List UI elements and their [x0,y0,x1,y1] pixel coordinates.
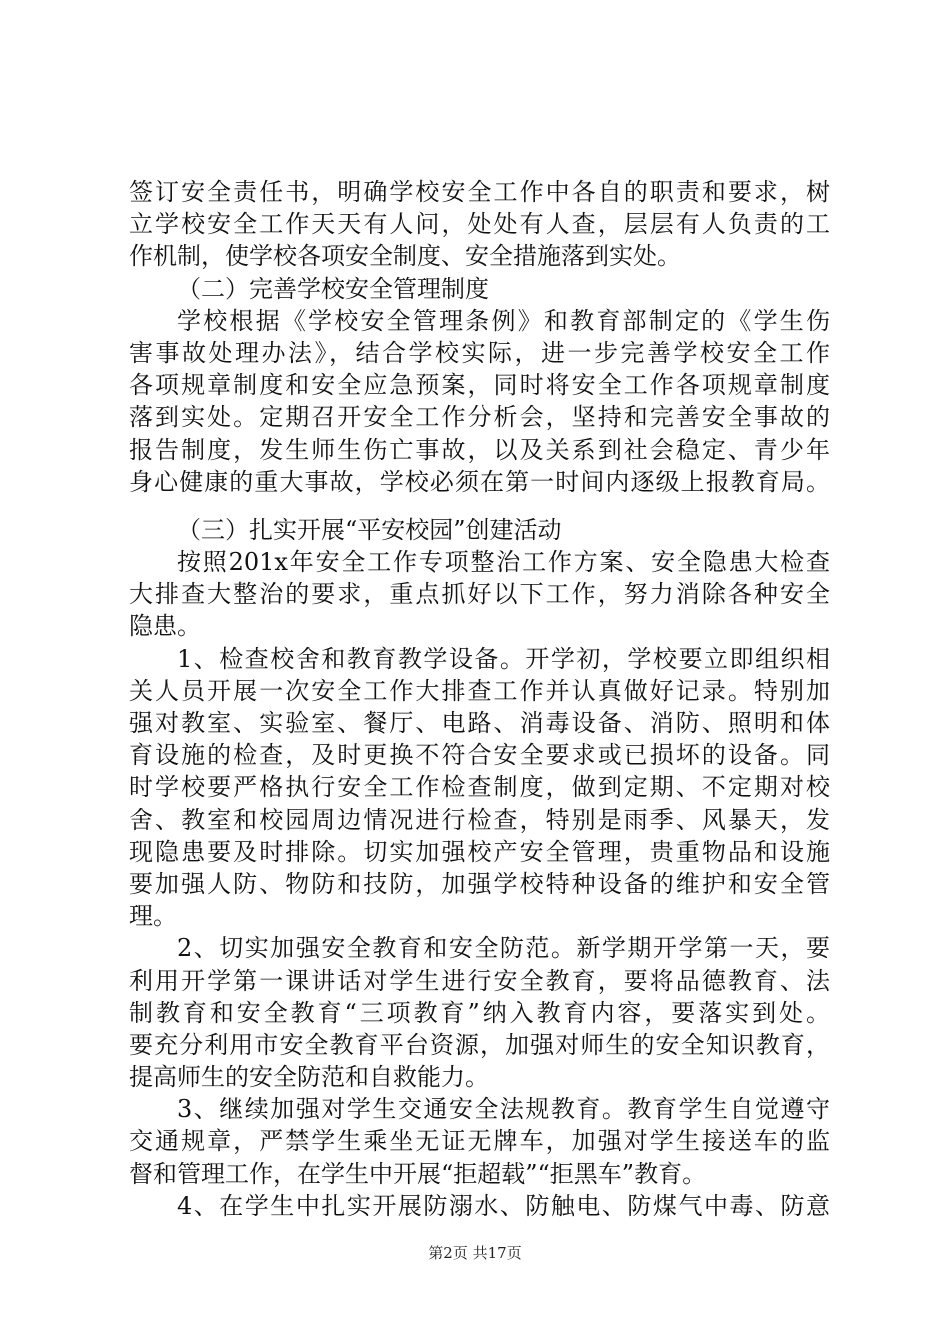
text-line: 育设施的检查，及时更换不符合安全要求或已损坏的设备。同 [129,741,830,770]
text-line: 立学校安全工作天天有人问，处处有人查，层层有人负责的工 [129,210,830,239]
page-indicator: 第2页 共17页 [428,1244,522,1262]
paragraph-rectification [129,546,830,643]
text-line: 按照201x年安全工作专项整治工作方案、安全隐患大检查 [177,548,830,577]
text-line: 1、检查校舍和教育教学设备。开学初，学校要立即组织相 [177,644,830,673]
paragraph-item-2 [129,932,830,1093]
text-line: 利用开学第一课讲话对学生进行安全教育，要将品德教育、法 [129,966,830,995]
paragraph-responsibility [129,176,830,273]
text-line: 要加强人防、物防和技防，加强学校特种设备的维护和安全管 [129,869,830,898]
paragraph-item-1 [129,643,830,933]
text-line: 落到实处。定期召开安全工作分析会，坚持和完善安全事故的 [129,403,830,432]
text-line: 4、在学生中扎实开展防溺水、防触电、防煤气中毒、防意 [177,1191,830,1220]
heading-text: （二）完善学校安全管理制度 [177,274,489,303]
text-line: 要充分利用市安全教育平台资源，加强对师生的安全知识教育， [129,1030,830,1059]
text-line: 作机制，使学校各项安全制度、安全措施落到实处。 [129,242,681,271]
text-line: 学校根据《学校安全管理条例》和教育部制定的《学生伤 [177,306,830,335]
text-line: 提高师生的安全防范和自救能力。 [129,1063,489,1092]
text-line: 现隐患要及时排除。切实加强校产安全管理，贵重物品和设施 [129,837,830,866]
text-line: 大排查大整治的要求，重点抓好以下工作，努力消除各种安全 [129,580,830,609]
paragraph-management-system [129,305,830,498]
text-line: 舍、教室和校园周边情况进行检查，特别是雨季、风暴天，发 [129,805,830,834]
text-line: 时学校要严格执行安全工作检查制度，做到定期、不定期对校 [129,773,830,802]
text-line: 理。 [129,902,177,931]
section-heading-3 [129,514,830,546]
text-line: 各项规章制度和安全应急预案，同时将安全工作各项规章制度 [129,371,830,400]
document-body [129,176,830,1222]
paragraph-item-3 [129,1093,830,1190]
text-line: 害事故处理办法》，结合学校实际，进一步完善学校安全工作 [129,338,830,367]
text-line: 制教育和安全教育“三项教育”纳入教育内容，要落实到处。 [129,998,830,1027]
text-line: 2、切实加强安全教育和安全防范。新学期开学第一天，要 [177,934,830,963]
text-line: 交通规章，严禁学生乘坐无证无牌车，加强对学生接送车的监 [129,1127,830,1156]
text-line: 隐患。 [129,612,201,641]
text-line: 强对教室、实验室、餐厅、电路、消毒设备、消防、照明和体 [129,709,830,737]
text-line: 3、继续加强对学生交通安全法规教育。教育学生自觉遵守 [177,1095,830,1124]
text-line: 签订安全责任书，明确学校安全工作中各自的职责和要求，树 [129,178,830,206]
heading-text: （三）扎实开展“平安校园”创建活动 [177,515,562,544]
text-line: 报告制度，发生师生伤亡事故，以及关系到社会稳定、青少年 [129,435,830,464]
text-line: 督和管理工作，在学生中开展“拒超载”“拒黑车”教育。 [129,1159,707,1188]
paragraph-gap [129,498,830,514]
paragraph-item-4 [129,1190,830,1222]
text-line: 身心健康的重大事故，学校必须在第一时间内逐级上报教育局。 [129,467,830,496]
section-heading-2 [129,273,830,305]
text-line: 关人员开展一次安全工作大排查工作并认真做好记录。特别加 [129,676,830,705]
